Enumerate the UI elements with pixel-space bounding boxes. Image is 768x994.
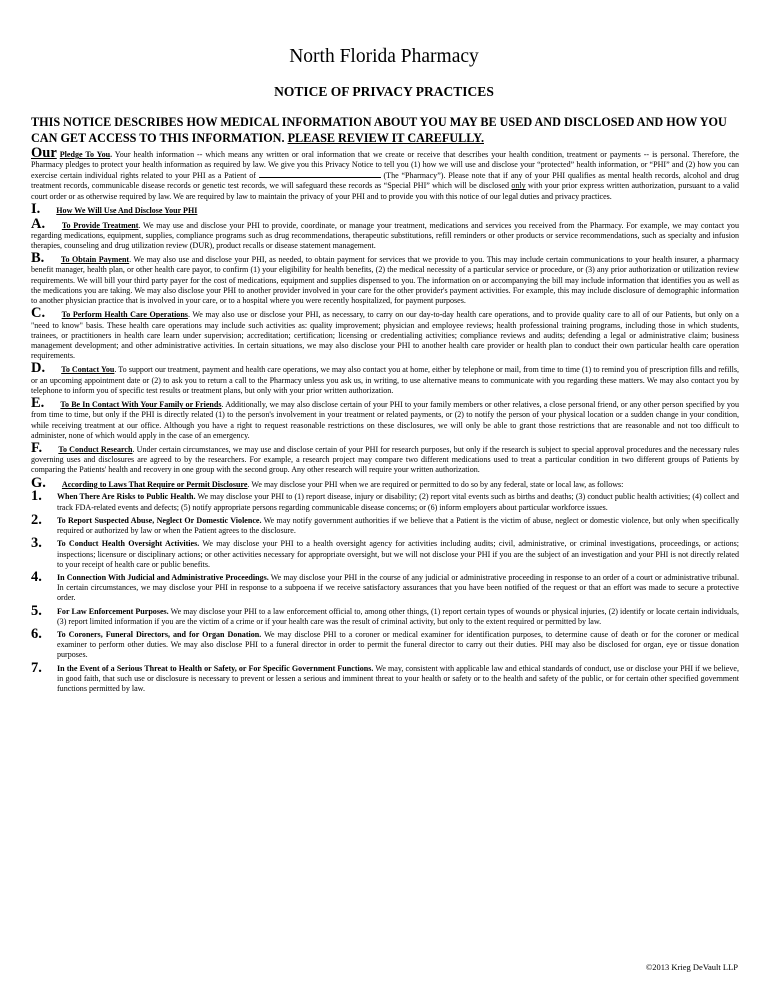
notice-headline	[31, 114, 739, 146]
numbered-label: To Report Suspected Abuse, Neglect Or Domestic Violence.	[57, 515, 262, 525]
item-number: 7.	[31, 659, 42, 676]
numbered-item-2	[31, 511, 739, 536]
pledge-label: Pledge To You	[59, 150, 111, 159]
item-number: 3.	[31, 535, 42, 552]
numbered-text: We may disclose your PHI to (1) report disease, injury or disability; (2) report vital events such as births and deaths; (3) conduct public health activities; (4) collect and track FDA-related events and defects; (5) notify appropriate persons regarding communicable disease concerns; or (6) inform employers about particular workforce issues.	[57, 492, 739, 512]
item-label: To Obtain Payment	[60, 255, 130, 265]
numbered-label: To Conduct Health Oversight Activities.	[57, 539, 200, 549]
item-text: We may also use and disclose your PHI, as needed, to obtain payment for services that we provide to you. This may include certain communications to your health insurer, a pharmacy benefit manager, health plan, or other health care payor, to confirm (1) your eligibility for health benefits, (2) the medical necessity of a particular service or procedure, or (3) any prior authorization or utilization review requirements. We will bill your third party payer for the cost of medications, equipment and supplies dispensed to you. The information on or accompanying the bill may include information that identifies you as well as the medications you are taking. We may also disclose your PHI to another provider involved in your care for the other provider's payment activities. For example, this may include disclosure of demographic information to another physician practice that is involved in your care, or to a hospital where you were recently hospitalized, for payment purposes.	[31, 255, 740, 305]
item-letter: G.	[31, 474, 46, 491]
item-c: C. To Perform Health Care Operations. We may also use or disclose your PHI, as necessary, to carry on our day-to-day health care operations, and to provide quality care to all of our Patients, but only on a "need to know" basis. These health care operations may include such activities as: quality improvement; physician and employee reviews; health professional training programs, including those in which students, trainees, or practitioners in health care learn under supervision; accreditation; certification; licensing or credentialing activities; compliance reviews and audits; defending a legal or administrative claim; business management development; and other administrative activities. In certain situations, we may also disclose your PHI to another health care provider or health plan to conduct their own particular health care operation requirements.	[31, 305, 739, 360]
headline-emphasis: PLEASE REVIEW IT CAREFULLY.	[287, 131, 484, 145]
document-title: NOTICE OF PRIVACY PRACTICES	[274, 84, 494, 99]
item-number: 6.	[31, 626, 42, 643]
item-label: According to Laws That Require or Permit Disclosure	[61, 479, 248, 489]
pledge-only: only	[511, 181, 526, 191]
numbered-item-3	[31, 535, 740, 569]
section-numeral: I.	[31, 201, 41, 218]
numbered-item-6	[31, 626, 739, 660]
item-label: To Contact You	[61, 365, 115, 375]
item-text: Under certain circumstances, we may use and disclose certain of your PHI for research purposes, but only if the research is subject to special approval procedures and the necessary rules governing uses and disclosures are agreed to by the researchers. For example, a research project may compare two different medications used to treat a particular condition in two different groups of Patients by comparing the Patients' health and recovery in one group with the second group. Any other research will require your written authorization.	[31, 445, 739, 475]
section-heading-I	[31, 201, 739, 218]
item-label: To Provide Treatment	[61, 220, 139, 230]
item-f: F. To Conduct Research. Under certain circumstances, we may use and disclose certain of your PHI for research purposes, but only if the research is subject to special approval procedures and the necessary rules governing uses and disclosures are agreed to by the researchers. For example, a research project may compare two different medications used to treat a particular condition in two different groups of Patients by comparing the Patients' health and recovery in one group with the second group. Any other research will require your written authorization.	[31, 440, 739, 475]
section-heading: How We Will Use And Disclose Your PHI	[56, 206, 198, 216]
item-b: B. To Obtain Payment. We may also use and disclose your PHI, as needed, to obtain payment for services that we provide to you. This may include certain communications to your health insurer, a pharmacy benefit manager, health plan, or other health care payor, to confirm (1) your eligibility for health benefits, (2) the medical necessity of a particular service or procedure, or (3) any prior authorization or utilization review requirements. We will bill your third party payer for the cost of medications, equipment and supplies dispensed to you. The information on or accompanying the bill may include information that identifies you as well as the medications you are taking. We may also disclose your PHI to another provider involved in your care for the other provider's payment activities. For example, this may include disclosure of demographic information to another physician practice that is involved in your care, or to a hospital where you were recently hospitalized, for payment purposes.	[31, 250, 740, 305]
item-a: A. To Provide Treatment. We may use and disclose your PHI to provide, coordinate, or manage your treatment, medications and services you received from the Pharmacy. For example, we may contact you regarding medications, equipment, supplies, compliance programs such as drug recommendations, therapeutic substitutions, refill reminders or other products or service recommendations, such as specialty and infusion therapies, counseling and drug utilization review (DUR), product recalls or disease statement management.	[31, 215, 739, 250]
item-letter: D.	[31, 360, 46, 377]
pledge-label-word: Our	[31, 145, 57, 161]
item-text: We may also use or disclose your PHI, as necessary, to carry on our day-to-day health care operations, and to provide quality care to all of our Patients, but only on a "need to know" basis. These health care operations may include such activities as: quality improvement; physician and employee reviews; health professional training programs, including those in which students, trainees, or practitioners in health care learn under supervision; accreditation; certification; licensing or credentialing activities; compliance reviews and audits; defending a legal or administrative claim; business management development; and other administrative activities. In certain situations, we may also disclose your PHI to another health care provider or health plan to conduct their own particular health care operation requirements.	[31, 310, 739, 360]
numbered-text: We may disclose your PHI to a law enforcement official to, among other things, (1) report certain types of wounds or physical injuries, (2) identify or locate certain individuals, (3) report limited information if you are the victim of a crime or if your health care was the result of criminal activity, but only to the extent required or permitted by law.	[57, 606, 739, 626]
numbered-label: For Law Enforcement Purposes.	[57, 606, 169, 616]
item-number: 4.	[31, 569, 42, 586]
numbered-item-7	[31, 659, 739, 694]
pledge-text-c: with your prior express written authorization, pursuant to a valid court order or as otherwise required by law. We are required by law to maintain the privacy of your PHI and to provide you with this notice of our legal duties and privacy practices.	[31, 181, 740, 201]
item-text: We may use and disclose your PHI to provide, coordinate, or manage your treatment, medications and services you received from the Pharmacy. For example, we may contact you regarding medications, equipment, supplies, compliance programs such as drug recommendations, therapeutic substitutions, refill reminders or other products or service recommendations, such as specialty and infusion therapies, counseling and drug utilization review (DUR), product recalls or disease statement management.	[31, 220, 739, 250]
pharmacy-name-blank	[259, 170, 381, 178]
numbered-text: We may disclose your PHI to a health oversight agency for activities including audits; civil, administrative, or criminal investigations, proceedings, or actions; inspections; licensure or disciplinary actions; or other activities necessary for appropriate oversight, but we will not disclose your PHI if you are the subject of an investigation and your PHI is not directly related to your receipt of health care or public benefits.	[57, 539, 740, 569]
item-number: 2.	[31, 511, 42, 528]
item-d: D. To Contact You. To support our treatment, payment and health care operations, we may also contact you at home, either by telephone or mail, from time to time (1) to remind you of prescription fills and refills, or an upcoming appointment date or (2) to ask you to return a call to the Pharmacy unless you ask us, in writing, to use alternative means to communicate with you regarding these matters. We may also contact you by telephone to inform you of specific test results or treatment plans, but only with your prior written authorization.	[31, 360, 739, 395]
item-number: 5.	[31, 602, 42, 619]
pledge-text-a: Your health information -- which means any written or oral information that we create or receive that describes your health condition, treatment or payments -- is personal. Therefore, the Pharmacy pledges to protect your health information as required by law. We give you this Privacy Notice to tell you (1) how we will use and disclose your “protected” health information, or “PHI” and (2) how you can exercise certain individual rights related to your PHI as a Patient of	[31, 150, 739, 181]
item-text: Additionally, we may also disclose certain of your PHI to your family members or other relatives, a close personal friend, or any other person specified by you from time to time, but only if the PHI is directly related (1) to the person's involvement in your treatment or related payments, or (2) to notify the person of your physical location or a sudden change in your condition, while receiving treatment at our office. Although you have a right to request reasonable restrictions on these disclosures, we will only be able to grant those restrictions that are reasonable and not too difficult to administer, none of which would apply in the case of an emergency.	[31, 400, 739, 440]
numbered-label: To Coroners, Funeral Directors, and for Organ Donation.	[57, 630, 262, 640]
item-text: We may disclose your PHI when we are required or permitted to do so by any federal, state or local law, as follows:	[251, 479, 624, 489]
numbered-text: We may disclose PHI to a coroner or medical examiner for identification purposes, to determine cause of death or for the coroner or medical examiner to perform other duties. We may also disclose PHI to a funeral director in order to permit the funeral director to carry out their duties. PHI may also be disclosed for organ, eye or tissue donation purposes.	[57, 630, 739, 660]
numbered-item-1	[31, 488, 739, 512]
item-letter: B.	[31, 250, 45, 267]
numbered-label: In Connection With Judicial and Administrative Proceedings.	[57, 573, 269, 583]
pledge-text-b: (The “Pharmacy”). Please note that if any of your PHI qualifies as mental health records, alcohol and drug treatment records, communicable disease records or genetic test records, we will safeguard these records as “Special PHI” which will be disclosed	[31, 171, 740, 191]
numbered-text: We may notify government authorities if we believe that a Patient is the victim of abuse, neglect or domestic violence, but only when specifically required or authorized by law or when the Patient agrees to the disclosure.	[57, 515, 739, 536]
item-label: To Conduct Research	[58, 445, 133, 455]
item-number: 1.	[31, 488, 42, 505]
organization-name: North Florida Pharmacy	[289, 46, 479, 67]
pledge-paragraph: Our Pledge To You. Your health information -- which means any written or oral information that we create or receive that describes your health condition, treatment or payments -- is personal. Therefore, the Pharmacy pledges to protect your health information as required by law. We give you this Privacy Notice to tell you (1) how we will use and disclose your “protected” health information, or “PHI” and (2) how you can exercise certain individual rights related to your PHI as a Patient of (The “Pharmacy”). Please note that if any of your PHI qualifies as mental health records, alcohol and drug treatment records, communicable disease records or genetic test records, we will safeguard these records as “Special PHI” which will be disclosed only with your prior express written authorization, pursuant to a valid court order or as otherwise required by law. We are required by law to maintain the privacy of your PHI and to provide you with this notice of our legal duties and privacy practices.	[31, 145, 740, 201]
item-letter: A.	[31, 215, 46, 232]
numbered-label: When There Are Risks to Public Health.	[57, 492, 196, 502]
item-text: To support our treatment, payment and health care operations, we may also contact you at home, either by telephone or mail, from time to time (1) to remind you of prescription fills and refills, or an upcoming appointment date or (2) to ask you to return a call to the Pharmacy unless you ask us, in writing, to use alternative means to communicate with you regarding these matters. We may also contact you by telephone to inform you of specific test results or treatment plans, but only with your prior written authorization.	[31, 365, 739, 395]
item-e: E. To Be In Contact With Your Family or Friends. Additionally, we may also disclose certain of your PHI to your family members or other relatives, a close personal friend, or any other person specified by you from time to time, but only if the PHI is directly related (1) to the person's involvement in your treatment or related payments, or (2) to notify the person of your physical location or a sudden change in your condition, while receiving treatment at our office. Although you have a right to request reasonable restrictions on these disclosures, we will only be able to grant those restrictions that are reasonable and not too difficult to administer, none of which would apply in the case of an emergency.	[31, 395, 739, 440]
numbered-item-5	[31, 602, 739, 627]
notice-body	[31, 145, 740, 697]
item-letter: F.	[31, 440, 43, 457]
numbered-text: We may, consistent with applicable law and ethical standards of conduct, use or disclose your PHI if we believe, in good faith, that such use or disclosure is necessary to prevent or lessen a serious and imminent threat to your health or safety or to the health and safety of the public, or for certain other specified government functions permitted by law.	[57, 663, 739, 694]
headline-text: THIS NOTICE DESCRIBES HOW MEDICAL INFORMATION ABOUT YOU MAY BE USED AND DISCLOSED AND HOW YOU CAN GET ACCESS TO THIS INFORMATION.	[31, 115, 727, 145]
item-letter: E.	[31, 395, 45, 412]
item-letter: C.	[31, 305, 46, 322]
item-label: To Perform Health Care Operations	[61, 310, 188, 320]
numbered-text: We may disclose your PHI in the course of any judicial or administrative proceeding in response to an order of a court or administrative tribunal. In certain circumstances, we may disclose your PHI in response to a subpoena if we receive satisfactory assurances that you have been notified of the request or that an effort was made to secure a protective order.	[57, 573, 739, 603]
numbered-label: In the Event of a Serious Threat to Health or Safety, or For Specific Government Functions.	[57, 663, 374, 673]
numbered-item-4	[31, 569, 739, 603]
item-g: G. According to Laws That Require or Permit Disclosure. We may disclose your PHI when we are required or permitted to do so by any federal, state or local law, as follows:	[31, 474, 624, 491]
item-label: To Be In Contact With Your Family or Friends	[60, 400, 222, 410]
copyright-footer: ©2013 Krieg DeVault LLP	[645, 962, 738, 972]
